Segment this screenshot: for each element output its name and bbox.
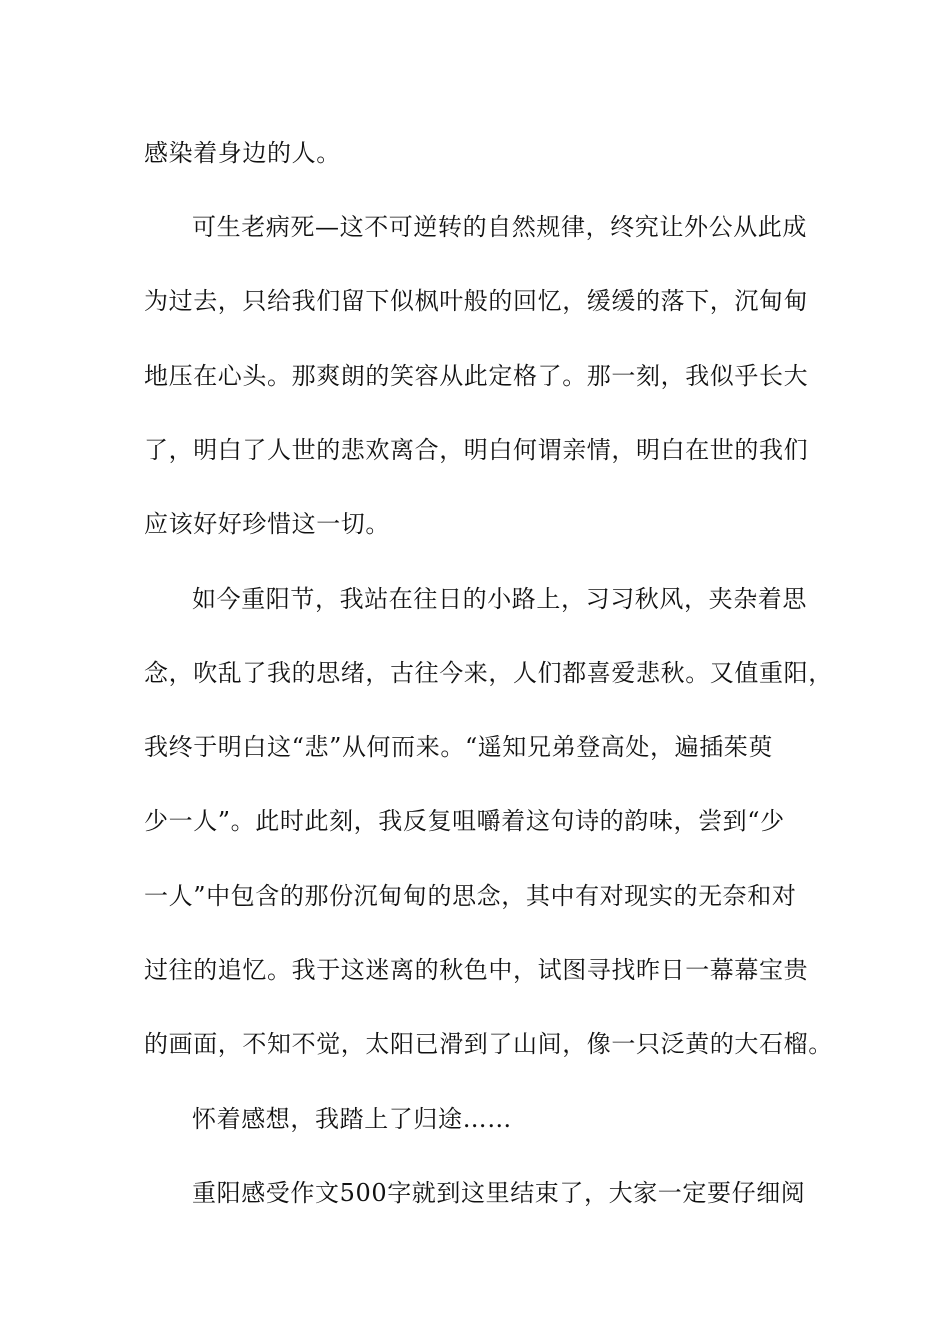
text-line-15: 重阳感受作文500字就到这里结束了，大家一定要仔细阅 bbox=[192, 1179, 806, 1207]
text-line-3: 为过去，只给我们留下似枫叶般的回忆，缓缓的落下，沉甸甸 bbox=[144, 287, 809, 315]
text-line-2: 可生老病死—这不可逆转的自然规律，终究让外公从此成 bbox=[192, 213, 807, 241]
text-line-5: 了，明白了人世的悲欢离合，明白何谓亲情，明白在世的我们 bbox=[144, 436, 809, 464]
text-line-12: 过往的追忆。我于这迷离的秋色中，试图寻找昨日一幕幕宝贵 bbox=[144, 956, 809, 984]
text-line-1: 感染着身边的人。 bbox=[144, 139, 341, 167]
text-line-6: 应该好好珍惜这一切。 bbox=[144, 510, 390, 538]
text-line-4: 地压在心头。那爽朗的笑容从此定格了。那一刻，我似乎长大 bbox=[144, 362, 809, 390]
text-line-10: 少一人”。此时此刻，我反复咀嚼着这句诗的韵味，尝到“少 bbox=[144, 807, 785, 835]
text-line-11: 一人”中包含的那份沉甸甸的思念，其中有对现实的无奈和对 bbox=[144, 882, 797, 910]
text-line-7: 如今重阳节，我站在往日的小路上，习习秋风，夹杂着思 bbox=[192, 585, 807, 613]
text-line-9: 我终于明白这“悲”从何而来。“遥知兄弟登高处，遍插茱萸 bbox=[144, 733, 774, 761]
text-line-8: 念，吹乱了我的思绪，古往今来，人们都喜爱悲秋。又值重阳， bbox=[144, 659, 833, 687]
text-line-14: 怀着感想，我踏上了归途…… bbox=[192, 1105, 512, 1133]
text-line-13: 的画面，不知不觉，太阳已滑到了山间，像一只泛黄的大石榴。 bbox=[144, 1030, 833, 1058]
